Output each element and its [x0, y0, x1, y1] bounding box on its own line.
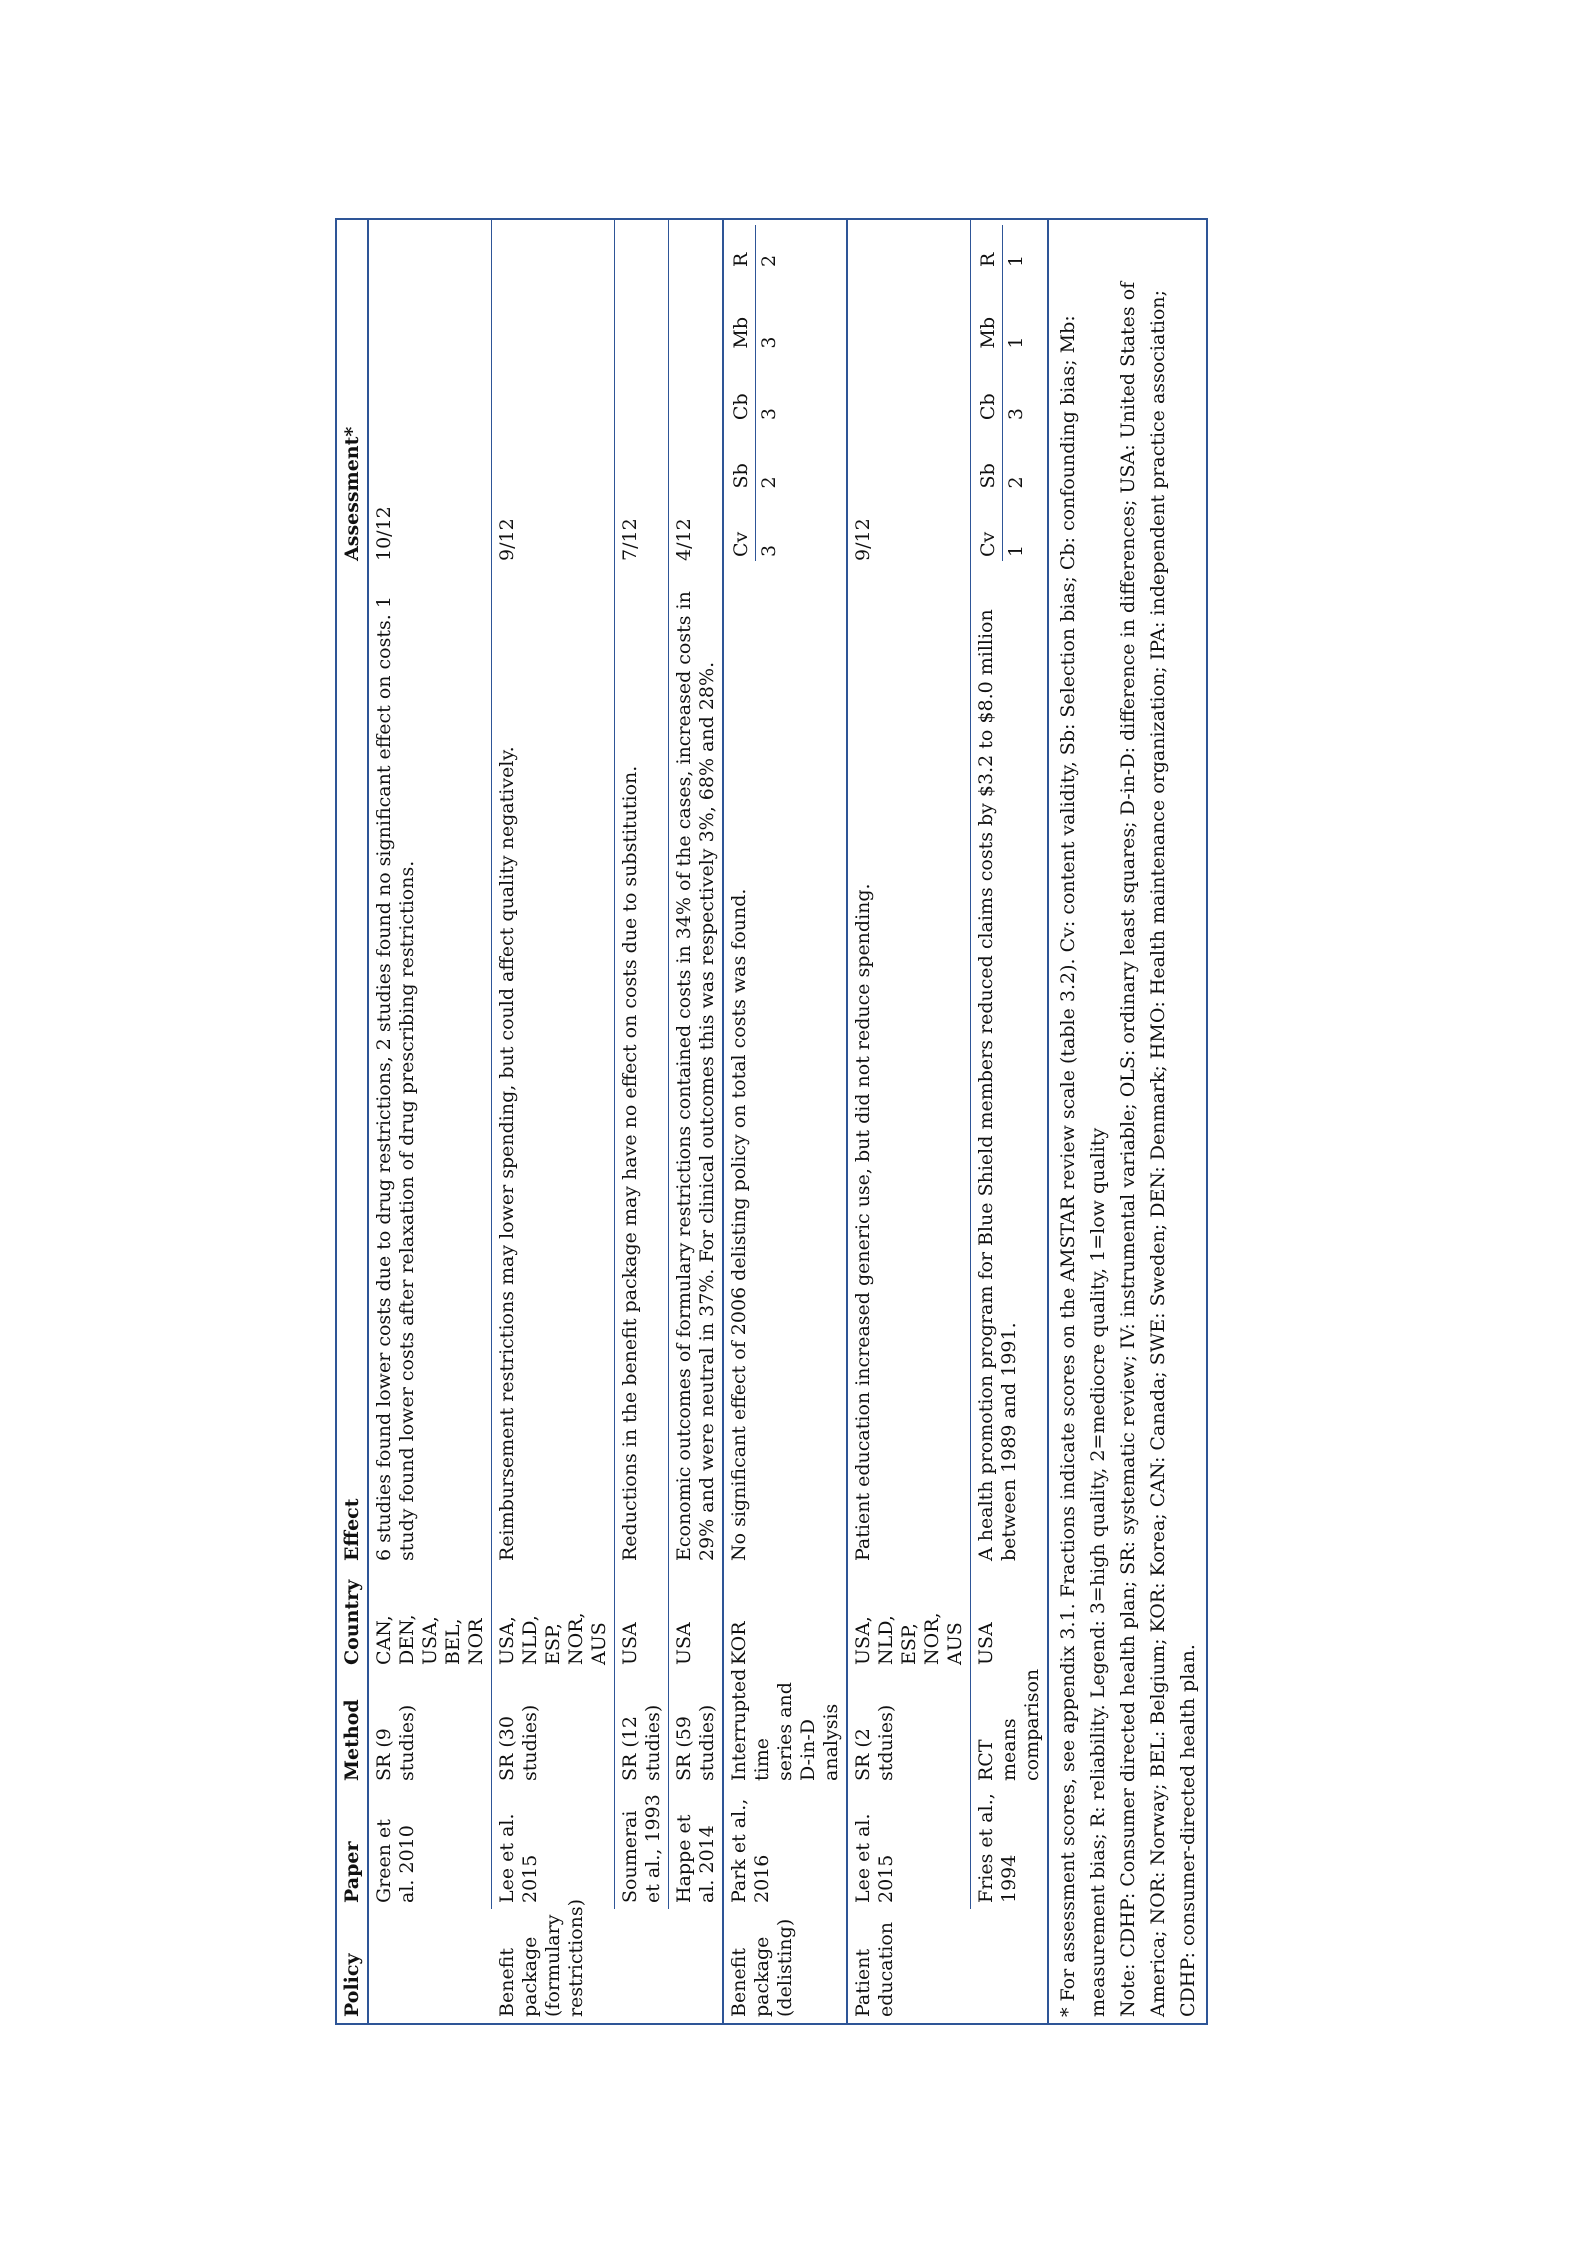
cell-paper: Lee et al. 2015 — [492, 1787, 615, 1909]
cell-effect: Economic outcomes of formulary restrictions contained costs in 34% of the cases, increased costs in 29% and were neutral in 37%. For clinical outcomes this was respectively 3%, 68% and 28%. — [669, 567, 724, 1567]
assessment-grid — [728, 225, 783, 561]
cell-policy — [368, 1909, 492, 2024]
table-notes — [1048, 219, 1207, 2024]
table-row — [669, 219, 724, 2024]
table-row — [615, 219, 669, 2024]
cell-country: USA, NLD, ESP, NOR, AUS — [492, 1567, 615, 1671]
cell-assessment: 10/12 — [373, 506, 395, 561]
grid-value: 3 — [758, 544, 780, 557]
cell-method: SR (59 studies) — [669, 1671, 724, 1787]
assessment-footnote: * For assessment scores, see appendix 3.1. Fractions indicate scores on the AMSTAR review scale (table 3.2). Cv: content validity, Sb: Selection bias; Cb: confounding bias; Mb: measurement bias; R: reliability. Legend: 3=high quality, 2=mediocre quality, 1=low quality — [1057, 315, 1109, 2017]
cell-assessment: 9/12 — [492, 219, 615, 567]
cell-effect: Reimbursement restrictions may lower spending, but could affect quality negatively. — [492, 567, 615, 1567]
cell-assessment: 9/12 — [847, 219, 971, 567]
cell-policy: Benefit package (delisting) — [723, 1909, 847, 2024]
table-row — [368, 219, 492, 2024]
grid-value: 1 — [1005, 254, 1027, 267]
header-country: Country — [336, 1567, 368, 1671]
cell-effect: Patient education increased generic use, but did not reduce spending. — [847, 567, 971, 1567]
grid-label: Cv — [728, 492, 756, 561]
assessment-grid — [975, 225, 1030, 561]
grid-value: 3 — [1005, 408, 1027, 421]
grid-label: Sb — [975, 424, 1003, 492]
grid-label: Sb — [728, 424, 756, 492]
cell-country: KOR — [723, 1567, 847, 1671]
cell-paper: Fries et al., 1994 — [971, 1787, 1049, 1909]
cell-paper: Happe et al. 2014 — [669, 1787, 724, 1909]
header-paper: Paper — [336, 1787, 368, 1909]
grid-value: 1 — [1005, 544, 1027, 557]
cell-country: CAN, DEN, USA, BEL, NOR — [373, 1614, 487, 1665]
cell-method: SR (30 studies) — [492, 1671, 615, 1787]
rotated-page — [335, 220, 1199, 2025]
cell-policy — [669, 1909, 724, 2024]
cell-assessment — [723, 219, 847, 567]
cell-paper: Lee et al. 2015 — [847, 1787, 971, 1909]
header-assessment: Assessment* — [336, 219, 368, 567]
cell-effect: 6 studies found lower costs due to drug restrictions, 2 studies found no significant effect on costs. 1 study found lower costs after relaxation of drug prescribing restrictions. — [373, 596, 418, 1561]
grid-label: Cb — [728, 353, 756, 424]
grid-label: R — [728, 225, 756, 271]
grid-value: 3 — [758, 408, 780, 421]
grid-label: Mb — [728, 271, 756, 353]
header-policy: Policy — [336, 1909, 368, 2024]
grid-label: Mb — [975, 271, 1003, 353]
cell-policy: Patient education — [847, 1909, 971, 2024]
header-effect: Effect — [336, 567, 368, 1567]
grid-value: 2 — [758, 476, 780, 489]
notes-row — [1048, 219, 1207, 2024]
cell-method: RCT means comparison — [971, 1671, 1049, 1787]
table-row — [971, 219, 1049, 2024]
cell-paper: Green et al. 2010 — [373, 1819, 418, 1903]
policy-evidence-table — [335, 218, 1208, 2025]
abbreviations-note: Note: CDHP: Consumer directed health plan; SR: systematic review; IV: instrumental variable; OLS: ordinary least squares; D-in-D: difference in differences; USA: United States of America; NOR: Norway; BEL: Belgium; KOR: Korea; CAN: Canada; SWE: Sweden; DEN: Denmark; HMO: Health maintenance organization; IPA: independent practice association; CDHP: consumer-directed health plan. — [1117, 281, 1199, 2017]
table-row — [847, 219, 971, 2024]
cell-method: Interrupted time series and D-in-D analysis — [723, 1671, 847, 1787]
cell-paper: Park et al., 2016 — [723, 1787, 847, 1909]
header-method: Method — [336, 1671, 368, 1787]
cell-assessment: 7/12 — [615, 219, 669, 567]
cell-assessment: 4/12 — [669, 219, 724, 567]
table-row — [723, 219, 847, 2024]
cell-country: USA — [615, 1567, 669, 1671]
grid-label: Cb — [975, 353, 1003, 424]
grid-label: R — [975, 225, 1003, 271]
cell-effect: No significant effect of 2006 delisting policy on total costs was found. — [723, 567, 847, 1567]
cell-policy: Benefit package (formulary restrictions) — [495, 1898, 587, 2017]
grid-value: 2 — [1005, 476, 1027, 489]
header-row — [336, 219, 368, 2024]
cell-country: USA, NLD, ESP, NOR, AUS — [847, 1567, 971, 1671]
cell-method: SR (9 studies) — [373, 1704, 418, 1781]
cell-country: USA — [971, 1567, 1049, 1671]
cell-assessment — [971, 219, 1049, 567]
grid-value: 2 — [758, 254, 780, 267]
grid-value: 1 — [1005, 336, 1027, 349]
cell-country: USA — [669, 1567, 724, 1671]
grid-label: Cv — [975, 492, 1003, 561]
table-row — [492, 219, 615, 2024]
grid-value: 3 — [758, 336, 780, 349]
cell-paper: Soumerai et al., 1993 — [615, 1787, 669, 1909]
cell-policy — [615, 1909, 669, 2024]
cell-method: SR (2 stduies) — [847, 1671, 971, 1787]
cell-effect: Reductions in the benefit package may have no effect on costs due to substitution. — [615, 567, 669, 1567]
cell-method: SR (12 studies) — [615, 1671, 669, 1787]
cell-policy — [971, 1909, 1049, 2024]
cell-effect: A health promotion program for Blue Shield members reduced claims costs by $3.2 to $8.0 million between 1989 and 1991. — [971, 567, 1049, 1567]
